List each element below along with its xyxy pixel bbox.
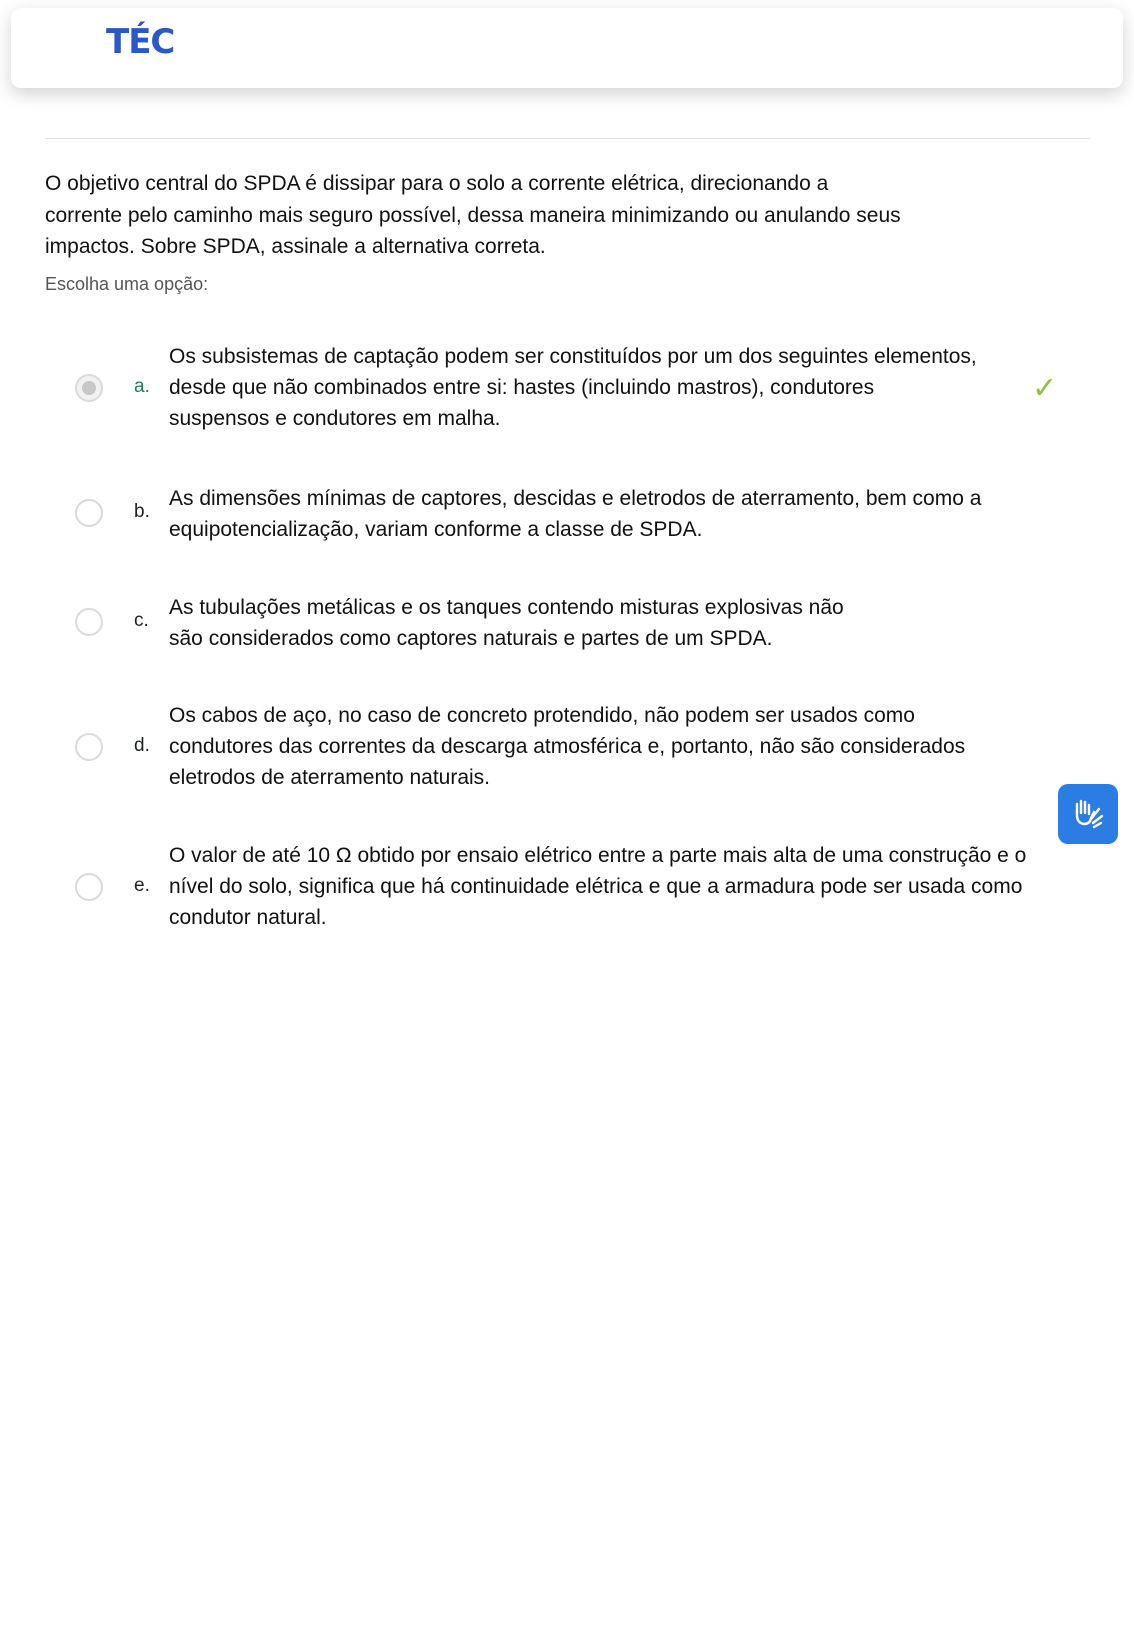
option-letter: c. xyxy=(134,610,149,631)
logo[interactable]: TÉC xyxy=(106,22,175,62)
option-text[interactable] xyxy=(169,840,1074,933)
radio-option-b[interactable] xyxy=(75,499,103,527)
option-letter: d. xyxy=(134,735,150,756)
option-line: condutores das correntes da descarga atmosférica e, portanto, não são considerados xyxy=(169,735,966,758)
check-icon: ✓ xyxy=(1032,371,1058,406)
option-line: nível do solo, significa que há continuidade elétrica e que a armadura pode ser usada como xyxy=(169,875,1023,898)
radio-option-d[interactable] xyxy=(75,733,103,761)
site-header xyxy=(11,8,1123,88)
option-line: Os cabos de aço, no caso de concreto protendido, não podem ser usados como xyxy=(169,704,915,727)
option-line: suspensos e condutores em malha. xyxy=(169,407,501,430)
option-letter: a. xyxy=(134,376,150,397)
option-text[interactable] xyxy=(169,700,1074,793)
question-line: impactos. Sobre SPDA, assinale a alternativa correta. xyxy=(45,235,546,258)
option-line: Os subsistemas de captação podem ser constituídos por um dos seguintes elementos, xyxy=(169,345,977,368)
radio-option-c[interactable] xyxy=(75,608,103,636)
option-line: As tubulações metálicas e os tanques contendo misturas explosivas não xyxy=(169,596,844,619)
divider xyxy=(45,138,1090,139)
option-line: desde que não combinados entre si: hastes (incluindo mastros), condutores xyxy=(169,376,875,399)
radio-option-a[interactable] xyxy=(75,374,103,402)
accessibility-button[interactable] xyxy=(1058,784,1118,844)
answer-prompt: Escolha uma opção: xyxy=(45,274,209,294)
option-line: são considerados como captores naturais e partes de um SPDA. xyxy=(169,627,773,650)
question-line: O objetivo central do SPDA é dissipar para o solo a corrente elétrica, direcionando a xyxy=(45,172,829,195)
option-text[interactable] xyxy=(169,592,1074,654)
option-line: eletrodos de aterramento naturais. xyxy=(169,766,491,789)
question-line: corrente pelo caminho mais seguro possível, dessa maneira minimizando ou anulando seus xyxy=(45,203,901,227)
option-text[interactable] xyxy=(169,341,1074,434)
sign-language-icon xyxy=(1069,795,1107,833)
option-line: condutor natural. xyxy=(169,906,327,929)
option-text[interactable] xyxy=(169,483,1074,545)
option-line: As dimensões mínimas de captores, descidas e eletrodos de aterramento, bem como a xyxy=(169,487,982,510)
option-line: O valor de até 10 Ω obtido por ensaio elétrico entre a parte mais alta de uma construção e o xyxy=(169,844,1027,867)
option-letter: b. xyxy=(134,501,150,522)
radio-option-e[interactable] xyxy=(75,873,103,901)
option-letter: e. xyxy=(134,875,150,896)
question-text xyxy=(45,168,965,263)
option-line: equipotencialização, variam conforme a classe de SPDA. xyxy=(169,518,703,541)
